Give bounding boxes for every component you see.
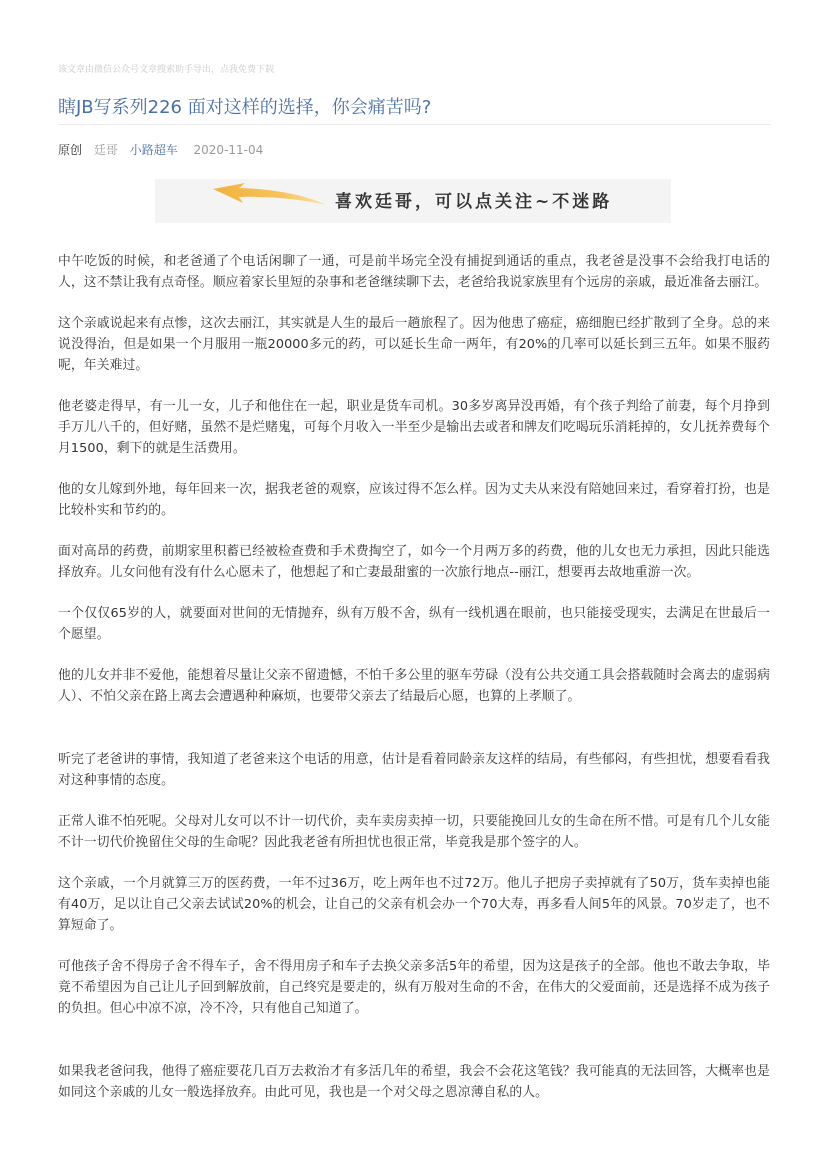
account-link[interactable]: 小路超车: [129, 143, 178, 157]
paragraph: 面对高昂的药费，前期家里积蓄已经被检查费和手术费掏空了，如今一个月两万多的药费，他的儿女也无力承担，因此只能选择放弃。儿女问他有没有什么心愿未了，他想起了和亡妻最甜蜜的一次旅行地点--丽江，想要再去故地重游一次。: [58, 544, 770, 580]
title-divider: [58, 124, 770, 125]
paragraph: 他的儿女并非不爱他，能想着尽量让父亲不留遗憾，不怕千多公里的驱车劳碌（没有公共交通工具会搭载随时会离去的虚弱病人）、不怕父亲在路上离去会遭遇种种麻烦，也要带父亲去了结最后心愿，也算的上孝顺了。: [58, 668, 770, 704]
author-name: 廷哥: [93, 143, 118, 157]
paragraph: 可他孩子舍不得房子舍不得车子，舍不得用房子和车子去换父亲多活5年的希望，因为这是孩子的全部。他也不敢去争取，毕竟不希望因为自己让儿子回到解放前，自己终究是要走的，纵有万般对生命的不舍，在伟大的父爱面前，还是选择不成为孩子的负担。但心中凉不凉，冷不冷，只有他自己知道了。: [58, 959, 770, 1016]
paragraph: 这个亲戚说起来有点惨，这次去丽江，其实就是人生的最后一趟旅程了。因为他患了癌症，癌细胞已经扩散到了全身。总的来说没得治，但是如果一个月服用一瓶20000多元的药，可以延长生命一两年，有20%的几率可以延长到三五年。如果不服药呢，年关难过。: [58, 316, 770, 373]
swoosh-arrow-icon: [155, 179, 335, 223]
paragraph: 他的女儿嫁到外地，每年回来一次，据我老爸的观察，应该过得不怎么样。因为丈夫从来没有陪她回来过，看穿着打扮，也是比较朴实和节约的。: [58, 482, 770, 518]
original-tag: 原创: [58, 143, 83, 157]
article-meta: [58, 141, 271, 158]
paragraph: 中午吃饭的时候，和老爸通了个电话闲聊了一通，可是前半场完全没有捕捉到通话的重点，我老爸是没事不会给我打电话的人，这不禁让我有点奇怪。顺应着家长里短的杂事和老爸继续聊下去，老爸给我说家族里有个远房的亲戚，最近准备去丽江。: [58, 254, 770, 290]
paragraph: 他老婆走得早，有一儿一女，儿子和他住在一起，职业是货车司机。30多岁离异没再婚，有个孩子判给了前妻，每个月挣到手万儿八千的，但好赌，虽然不是烂赌鬼，可每个月收入一半至少是输出去或者和牌友们吃喝玩乐消耗掉的，女儿抚养费每个月1500，剩下的就是生活费用。: [58, 399, 770, 456]
paragraph: 听完了老爸讲的事情，我知道了老爸来这个电话的用意，估计是看着同龄亲友这样的结局，有些郁闷，有些担忧，想要看看我对这种事情的态度。: [58, 752, 770, 788]
paragraph: 一个仅仅65岁的人，就要面对世间的无情抛弃，纵有万般不舍，纵有一线机遇在眼前，也只能接受现实，去满足在世最后一个愿望。: [58, 606, 770, 642]
follow-banner: [155, 179, 671, 223]
article-body: [58, 251, 770, 1123]
paragraph: 如果我老爸问我，他得了癌症要花几百万去救治才有多活几年的希望，我会不会花这笔钱？我可能真的无法回答，大概率也是如同这个亲戚的儿女一般选择放弃。由此可见，我也是一个对父母之恩凉薄自私的人。: [58, 1064, 770, 1100]
article-title: 瞎JB写系列226 面对这样的选择，你会痛苦吗?: [58, 97, 432, 118]
publish-date: 2020-11-04: [193, 143, 264, 157]
banner-text: 喜欢廷哥，可以点关注~不迷路: [335, 192, 613, 212]
paragraph: 正常人谁不怕死呢。父母对儿女可以不计一切代价，卖车卖房卖掉一切，只要能挽回儿女的生命在所不惜。可是有几个儿女能不计一切代价挽留住父母的生命呢？因此我老爸有所担忧也很正常，毕竟我是那个签字的人。: [58, 814, 770, 850]
export-notice-link[interactable]: 该文章由微信公众号文章搜索助手导出，点我免费下载: [58, 65, 275, 75]
paragraph: 这个亲戚，一个月就算三万的医药费，一年不过36万，吃上两年也不过72万。他儿子把房子卖掉就有了50万，货车卖掉也能有40万，足以让自己父亲去试试20%的机会，让自己的父亲有机会办一个70大寿，再多看人间5年的风景。70岁走了，也不算短命了。: [58, 876, 770, 933]
